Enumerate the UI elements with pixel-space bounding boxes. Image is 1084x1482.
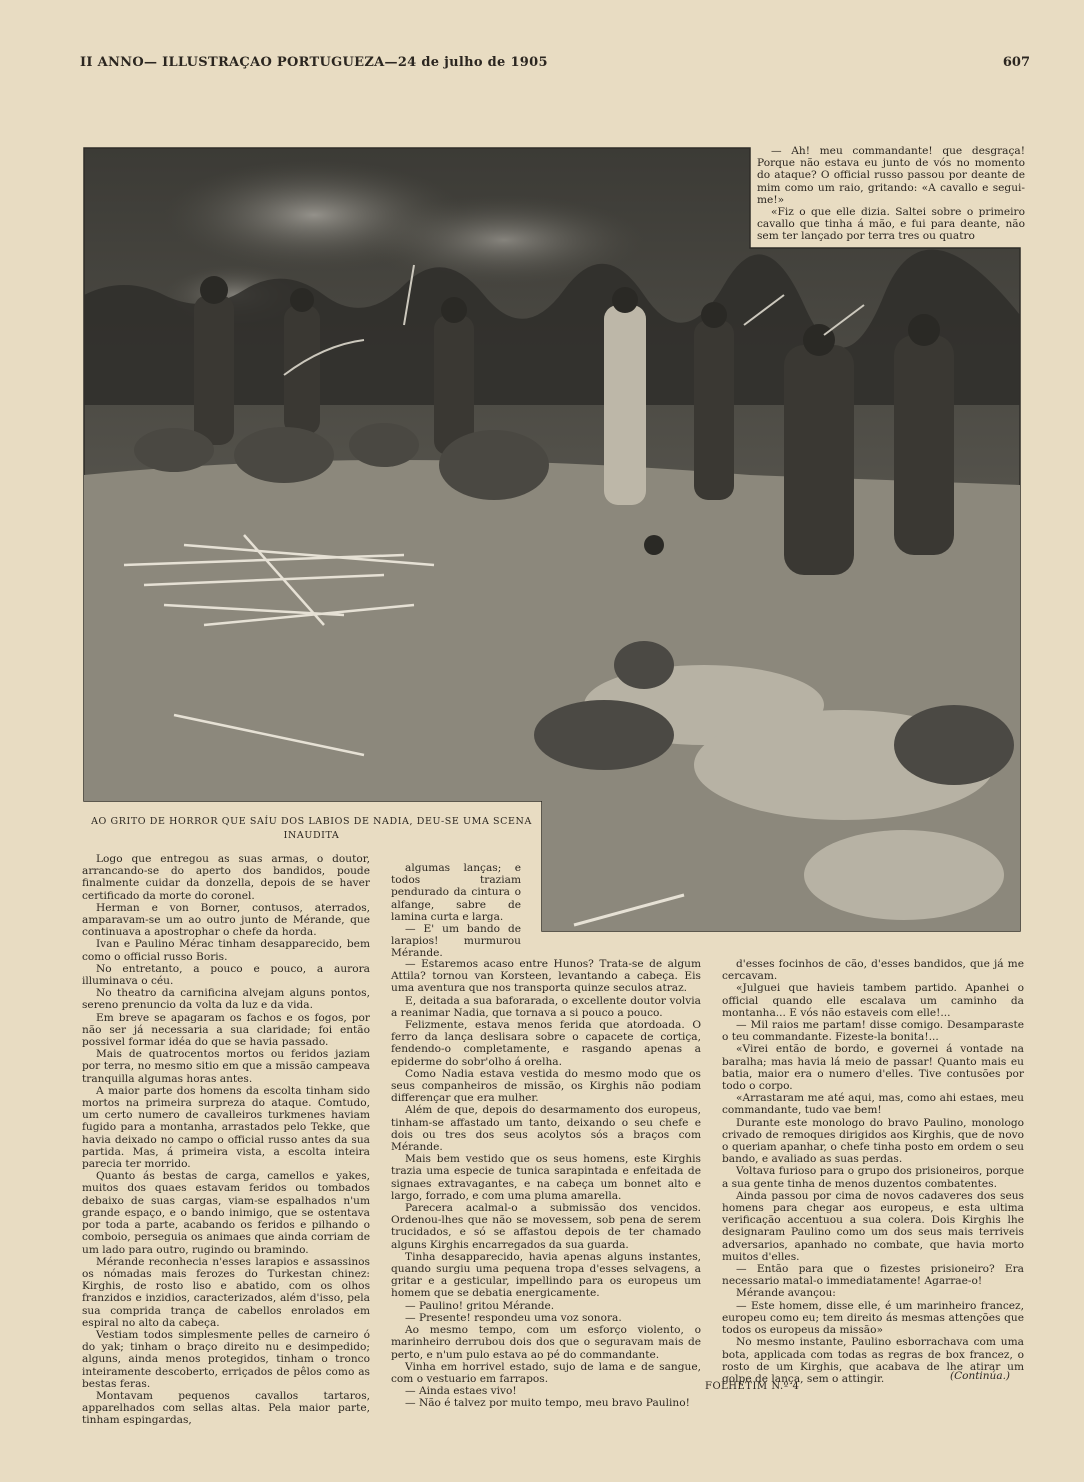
paragraph: Parecera acalmal-o a submissão dos vencidos. Ordenou-lhes que não se movessem, sob pena de serem trucidados, e só se affastou depois de ter chamado alguns Kirghis encarregados da sua guarda. — [391, 1202, 701, 1251]
paragraph: Vestiam todos simplesmente pelles de carneiro ó do yak; tinham o braço direito nu e desimpedido; alguns, ainda menos protegidos, tinham o tronco inteiramente descoberto, erriçados de pêlos como as bestas feras. — [82, 1328, 370, 1390]
paragraph: Tinha desapparecido, havia apenas alguns instantes, quando surgiu uma pequena tropa d'esses selvagens, a gritar e a gesticular, impellindo para os europeus um homem que se debatia energicamente. — [391, 1250, 701, 1300]
paragraph: Vinha em horrivel estado, sujo de lama e de sangue, com o vestuario em farrapos. — [391, 1360, 701, 1385]
paragraph: Ivan e Paulino Mérac tinham desapparecido, bem como o official russo Boris. — [82, 938, 370, 963]
paragraph: «Arrastaram me até aqui, mas, como ahi estaes, meu commandante, tudo vae bem! — [722, 1092, 1024, 1117]
paragraph: E, deitada a sua baforarada, o excellente doutor volvia a reanimar Nadia, que tornava a si pouco a pouco. — [391, 994, 701, 1019]
column-1 — [82, 853, 370, 1427]
column-2 — [391, 958, 701, 1410]
header-title: II ANNO— ILLUSTRAÇAO PORTUGUEZA—24 de julho de 1905 — [80, 55, 548, 70]
folhetim-label: FOLHETIM N.º 4 — [705, 1381, 800, 1392]
paragraph: — Estaremos acaso entre Hunos? Trata-se de algum Attila? tornou van Korsteen, levantando a cabeça. Eis uma aventura que nos transporta quinze seculos atraz. — [391, 958, 701, 995]
paragraph: No entretanto, a pouco e pouco, a aurora illuminava o céu. — [82, 962, 370, 988]
paragraph: — Ainda estaes vivo! — [405, 1385, 517, 1398]
paragraph: Mérande reconhecia n'esses larapios e assassinos os nómadas mais ferozes do Turkestan chinez: Kirghis, de rosto liso e abatido, com os olhos franzidos e inzidios, caracterizados, além d'isso, pela sua comprida trança de cabellos enrolados em espiral no alto da cabeça. — [82, 1255, 370, 1329]
paragraph: — Mil raios me partam! disse comigo. Desamparaste o teu commandante. Fizeste-la bonita!... — [722, 1019, 1024, 1044]
paragraph: Felizmente, estava menos ferida que atordoada. O ferro da lança deslisara sobre o capacete de cortiça, fendendo-o completamente, e rasgando apenas a epiderme do sobr'olho á orelha. — [391, 1019, 701, 1068]
column-2-top — [391, 862, 521, 958]
paragraph: Ainda passou por cima de novos cadaveres dos seus homens para chegar aos europeus, e esta ultima verificação accentuou a sua colera. Dois Kirghis lhe designaram Paulino como um dos seus mais terriveis adversarios, apanhado no combate, que havia morto muitos d'elles. — [722, 1189, 1024, 1263]
paragraph: Em breve se apagaram os fachos e os fogos, por não ser já necessaria a sua claridade; foi então possivel formar idéa do que se havia passado. — [82, 1011, 370, 1049]
paragraph: Mérande avançou: — [736, 1287, 836, 1300]
paragraph: Ao mesmo tempo, com um esforço violento, o marinheiro derrubou dois dos que o seguravam mais de perto, e n'um pulo estava ao pé do commandante. — [391, 1324, 701, 1361]
paragraph: — Este homem, disse elle, é um marinheiro francez, europeu como eu; tem direito ás mesmas attenções que todos os europeus da missão» — [722, 1299, 1024, 1337]
paragraph: Além de que, depois do desarmamento dos europeus, tinham-se affastado um tanto, deixando o seu chefe e dois ou tres dos seus acolytos sós a braços com Mérande. — [391, 1104, 701, 1154]
paragraph: Herman e von Borner, contusos, aterrados, amparavam-se um ao outro junto de Mérande, que continuava a apostrophar o chefe da horda. — [82, 901, 370, 939]
paragraph: Como Nadia estava vestida do mesmo modo que os seus companheiros de missão, os Kirghis não podiam differençar que era mulher. — [391, 1067, 701, 1105]
column-top-right — [757, 145, 1025, 243]
paragraph: «Virei então de bordo, e governei á vontade na baralha; mas havia lá meio de passar! Quanto mais eu batia, maior era o numero d'elles. Tive contusões por todo o corpo. — [722, 1043, 1024, 1093]
paragraph: Durante este monologo do bravo Paulino, monologo crivado de remoques dirigidos aos Kirghis, que de novo o queriam apanhar, o chefe tinha posto em ordem o seu bando, e avaliado as suas perdas. — [722, 1116, 1024, 1166]
paragraph: A maior parte dos homens da escolta tinham sido mortos na primeira surpreza do ataque. Comtudo, um certo numero de cavalleiros turkmenes haviam fugido para a montanha, arrastados pelo Tekke, que havia deixado no campo o official russo antes da sua partida. Mas, á primeira vista, a escolta inteira parecia ter morrido. — [82, 1084, 370, 1171]
paragraph: — Ah! meu commandante! que desgraça! Porque não estava eu junto de vós no momento do ataque? O official russo passou por deante de mim como um raio, gritando: «A cavallo e segui-me!» — [757, 145, 1025, 206]
running-header — [80, 55, 1030, 77]
paragraph: — E' um bando de larapios! murmurou Mérande. — [391, 923, 521, 960]
paragraph: Mais bem vestido que os seus homens, este Kirghis trazia uma especie de tunica sarapintada e enfeitada de signaes extravagantes, e na cabeça um bonnet alto e largo, forrado, e com uma pluma amarella. — [391, 1153, 701, 1202]
paragraph: Mais de quatrocentos mortos ou feridos jaziam por terra, no mesmo sitio em que a missão campeava tranquilla algumas horas antes. — [82, 1048, 370, 1085]
paragraph: — Então para que o fizestes prisioneiro? Era necessario matal-o immediatamente! Agarrae-o! — [722, 1263, 1024, 1288]
illustration-caption: AO GRITO DE HORROR QUE SAÍU DOS LABIOS DE NADIA, DEU-SE UMA SCENA INAUDITA — [91, 816, 532, 841]
paragraph: «Julguei que havieis tambem partido. Apanhei o official quando elle escalava um caminho da montanha... E vós não estaveis com elle!... — [722, 982, 1024, 1019]
paragraph: — Paulino! gritou Mérande. — [405, 1299, 555, 1312]
paragraph: No theatro da carnificina alvejam alguns pontos, sereno prenuncio da volta da luz e da vida. — [82, 987, 370, 1012]
paragraph: algumas lanças; e todos traziam pendurado da cintura o alfange, sabre de lamina curta e larga. — [391, 862, 521, 923]
paragraph: — Presente! respondeu uma voz sonora. — [405, 1311, 622, 1324]
paragraph: Montavam pequenos cavallos tartaros, apparelhados com sellas altas. Pela maior parte, tinham espingardas, — [82, 1389, 370, 1427]
paragraph: — Não é talvez por muito tempo, meu bravo Paulino! — [405, 1397, 690, 1410]
paragraph: «Fiz o que elle dizia. Saltei sobre o primeiro cavallo que tinha á mão, e fui para deante, não sem ter lançado por terra tres ou quatro — [757, 206, 1025, 243]
paragraph: d'esses focinhos de cão, d'esses bandidos, que já me cercavam. — [722, 958, 1024, 983]
paragraph: Logo que entregou as suas armas, o doutor, arrancando-se do aperto dos bandidos, poude finalmente cuidar da donzella, depois de se haver certificado da morte do coronel. — [82, 853, 370, 902]
continua-label: (Continúa.) — [950, 1370, 1011, 1382]
paragraph: Voltava furioso para o grupo dos prisioneiros, porque a sua gente tinha de menos duzentos combatentes. — [722, 1165, 1024, 1190]
paragraph: No mesmo instante, Paulino esborrachava com uma bota, applicada com todas as regras de box francez, o rosto de um Kirghis, que acabava de lhe atirar um golpe de lança, sem o attingir. — [722, 1336, 1024, 1385]
page-number: 607 — [1002, 55, 1030, 70]
paragraph: Quanto ás bestas de carga, camellos e yakes, muitos dos quaes estavam feridos ou tombados debaixo de suas cargas, viam-se espalhados n'um grande espaço, e o bando inimigo, que se ostentava por toda a parte, acabando os feridos e pilhando o comboio, perseguia os animaes que ainda corriam de um lado para outro, rugindo ou bramindo. — [82, 1170, 370, 1256]
